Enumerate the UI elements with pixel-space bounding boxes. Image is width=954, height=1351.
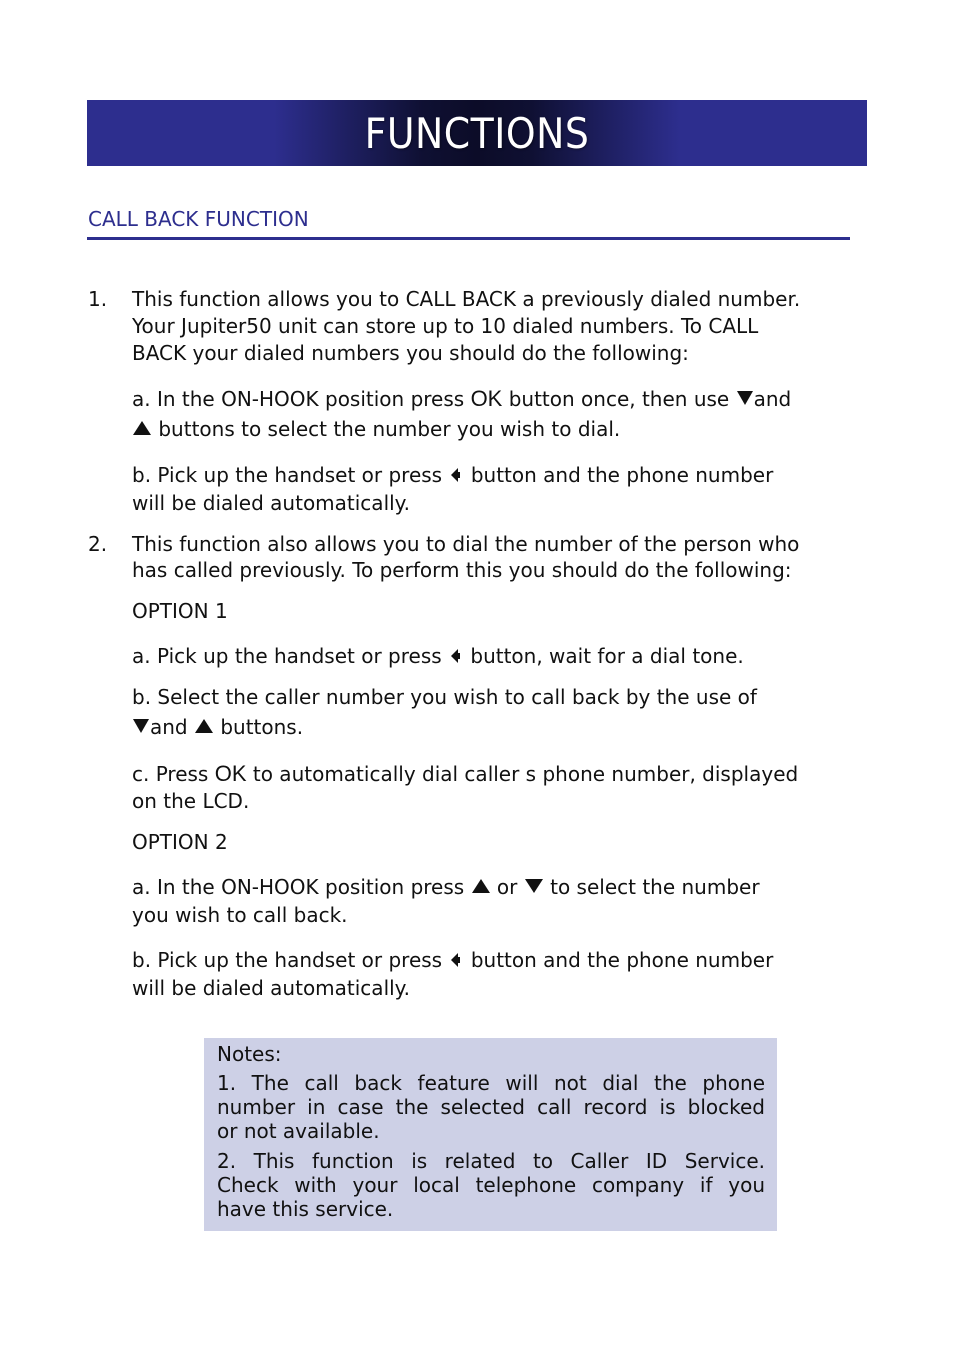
step-1a-text-mid: button once, then use — [502, 387, 736, 411]
down-triangle-icon — [524, 878, 544, 894]
speaker-icon — [450, 466, 462, 484]
option-1-step-b-line-1: b. Select the caller number you wish to call back by the use of — [132, 685, 757, 709]
option-2-step-a-line-2: you wish to call back. — [132, 903, 348, 927]
up-triangle-icon — [132, 420, 152, 436]
option-1-c-pre: c. Press — [132, 762, 215, 786]
option-1-c-post: to automatically dial caller s phone number, displayed — [246, 762, 799, 786]
option-1-a-post: button, wait for a dial tone. — [464, 644, 744, 668]
step-1b-text-pre: b. Pick up the handset or press — [132, 463, 449, 487]
option-1-a-pre: a. Pick up the handset or press — [132, 644, 449, 668]
note-1-line-1: 1. The call back feature will not dial the phone — [217, 1071, 765, 1095]
option-2-a-post: to select the number — [543, 875, 760, 899]
down-triangle-icon — [736, 390, 754, 406]
step-1a-line-2 — [132, 416, 620, 443]
step-1a-line-1 — [132, 385, 791, 413]
option-2-step-b-line-2: will be dialed automatically. — [132, 976, 411, 1000]
notes-title — [217, 1042, 765, 1066]
item-number: 2. — [88, 532, 108, 556]
speaker-icon — [450, 951, 462, 969]
notes-title-text: Notes — [217, 1042, 275, 1066]
notes-box — [204, 1038, 777, 1231]
option-2-step-a-line-1 — [132, 874, 760, 901]
item-2-line-2: has called previously. To perform this you should do the following: — [132, 558, 792, 582]
step-1b-line-2: will be dialed automatically. — [132, 491, 411, 515]
option-2-a-pre: a. In the ON-HOOK position press — [132, 875, 471, 899]
step-1a-and: and — [753, 387, 792, 411]
note-2-line-1: 2. This function is related to Caller ID Service. — [217, 1149, 765, 1173]
option-1-step-c-line-1 — [132, 760, 798, 788]
page-title: FUNCTIONS — [364, 108, 590, 158]
speaker-icon — [450, 647, 462, 665]
item-1-line-2: Your Jupiter50 unit can store up to 10 dialed numbers. To CALL — [132, 314, 759, 338]
item-number: 1. — [88, 287, 108, 311]
option-1-b-post: buttons. — [213, 715, 304, 739]
step-1a-text-post: buttons to select the number you wish to dial. — [152, 417, 621, 441]
option-1-label: OPTION 1 — [132, 599, 228, 623]
up-triangle-icon — [471, 878, 491, 894]
ok-button-label: OK — [470, 386, 503, 411]
option-1-step-b-line-2 — [132, 714, 303, 741]
down-triangle-icon — [132, 718, 150, 734]
note-1-line-2: number in case the selected call record is blocked — [217, 1095, 765, 1119]
notes-title-colon: : — [274, 1042, 282, 1066]
section-divider — [87, 237, 850, 240]
step-1b-text-post: button and the phone number — [464, 463, 774, 487]
option-2-a-or: or — [490, 875, 524, 899]
step-1a-text-pre: a. In the ON-HOOK position press — [132, 387, 471, 411]
option-2-b-pre: b. Pick up the handset or press — [132, 948, 449, 972]
page-banner — [87, 100, 867, 166]
option-1-step-a — [132, 643, 744, 670]
note-1-line-3: or not available. — [217, 1119, 380, 1143]
ok-button-label: OK — [214, 761, 247, 786]
note-2-line-2: Check with your local telephone company if you — [217, 1173, 765, 1197]
item-1-line-3: BACK your dialed numbers you should do the following: — [132, 341, 689, 365]
note-2-line-3: have this service. — [217, 1197, 394, 1221]
up-triangle-icon — [194, 718, 214, 734]
option-2-label: OPTION 2 — [132, 830, 228, 854]
section-heading: CALL BACK FUNCTION — [88, 207, 309, 231]
option-2-b-post: button and the phone number — [464, 948, 774, 972]
option-1-b-and: and — [150, 715, 194, 739]
item-2-line-1: This function also allows you to dial the number of the person who — [132, 532, 800, 556]
option-2-step-b-line-1 — [132, 947, 773, 974]
option-1-step-c-line-2: on the LCD. — [132, 789, 250, 813]
item-1-line-1: This function allows you to CALL BACK a previously dialed number. — [132, 287, 801, 311]
step-1b-line-1 — [132, 462, 773, 489]
